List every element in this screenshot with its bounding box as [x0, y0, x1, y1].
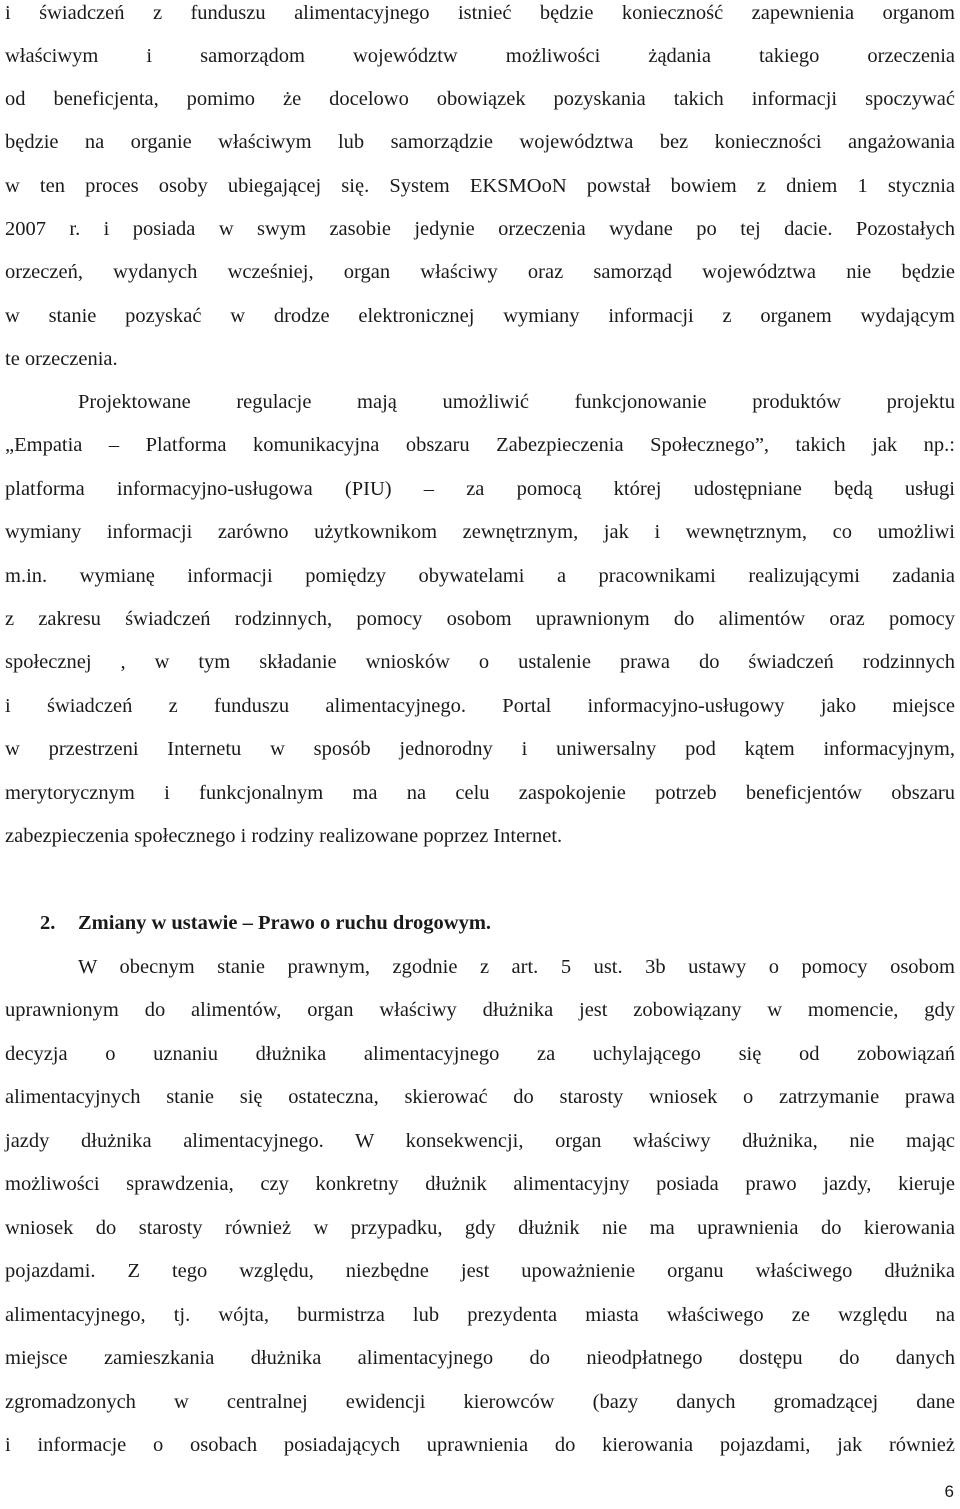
text-line: wymiany informacji zarówno użytkownikom zewnętrznym, jak i wewnętrznym, co umożliwi — [5, 521, 955, 543]
section-heading — [40, 911, 491, 935]
text-line: i świadczeń z funduszu alimentacyjnego istnieć będzie konieczność zapewnienia organom — [5, 2, 955, 24]
text-line: właściwym i samorządom województw możliwości żądania takiego orzeczenia — [5, 45, 955, 67]
section-number: 2. — [40, 912, 56, 934]
text-line: merytorycznym i funkcjonalnym ma na celu zaspokojenie potrzeb beneficjentów obszaru — [5, 782, 955, 804]
text-line: platforma informacyjno-usługowa (PIU) – za pomocą której udostępniane będą usługi — [5, 478, 955, 500]
text-line: wniosek do starosty również w przypadku, gdy dłużnik nie ma uprawnienia do kierowania — [5, 1217, 955, 1239]
text-line: te orzeczenia. — [5, 348, 118, 370]
text-line: miejsce zamieszkania dłużnika alimentacyjnego do nieodpłatnego dostępu do danych — [5, 1347, 955, 1369]
text-line: zabezpieczenia społecznego i rodziny realizowane poprzez Internet. — [5, 825, 563, 847]
text-line: społecznej , w tym składanie wniosków o ustalenie prawa do świadczeń rodzinnych — [5, 651, 955, 673]
text-line: i świadczeń z funduszu alimentacyjnego. Portal informacyjno-usługowy jako miejsce — [5, 695, 955, 717]
text-line: od beneficjenta, pomimo że docelowo obowiązek pozyskania takich informacji spoczywać — [5, 88, 955, 110]
text-line: m.in. wymianę informacji pomiędzy obywatelami a pracownikami realizującymi zadania — [5, 565, 955, 587]
text-line: i informacje o osobach posiadających uprawnienia do kierowania pojazdami, jak również — [5, 1434, 955, 1456]
text-line: W obecnym stanie prawnym, zgodnie z art. 5 ust. 3b ustawy o pomocy osobom — [78, 956, 955, 978]
text-line: jazdy dłużnika alimentacyjnego. W konsekwencji, organ właściwy dłużnika, nie mając — [5, 1130, 955, 1152]
text-line: możliwości sprawdzenia, czy konkretny dłużnik alimentacyjny posiada prawo jazdy, kieruje — [5, 1173, 955, 1195]
text-line: alimentacyjnego, tj. wójta, burmistrza lub prezydenta miasta właściwego ze względu na — [5, 1304, 955, 1326]
section-title: Zmiany w ustawie – Prawo o ruchu drogowym. — [78, 912, 492, 934]
page-number: 6 — [944, 1482, 954, 1501]
text-line: 2007 r. i posiada w swym zasobie jedynie orzeczenia wydane po tej dacie. Pozostałych — [5, 218, 955, 240]
text-line: w stanie pozyskać w drodze elektronicznej wymiany informacji z organem wydającym — [5, 305, 955, 327]
text-line: w przestrzeni Internetu w sposób jednorodny i uniwersalny pod kątem informacyjnym, — [5, 738, 955, 760]
text-line: będzie na organie właściwym lub samorządzie województwa bez konieczności angażowania — [5, 131, 955, 153]
text-line: z zakresu świadczeń rodzinnych, pomocy osobom uprawnionym do alimentów oraz pomocy — [5, 608, 955, 630]
text-line: w ten proces osoby ubiegającej się. System EKSMOoN powstał bowiem z dniem 1 stycznia — [5, 175, 955, 197]
text-line: orzeczeń, wydanych wcześniej, organ właściwy oraz samorząd województwa nie będzie — [5, 261, 955, 283]
text-line: zgromadzonych w centralnej ewidencji kierowców (bazy danych gromadzącej dane — [5, 1391, 955, 1413]
text-line: „Empatia – Platforma komunikacyjna obszaru Zabezpieczenia Społecznego”, takich jak np.: — [5, 434, 955, 456]
text-line: pojazdami. Z tego względu, niezbędne jest upoważnienie organu właściwego dłużnika — [5, 1260, 955, 1282]
text-line: decyzja o uznaniu dłużnika alimentacyjnego za uchylającego się od zobowiązań — [5, 1043, 955, 1065]
text-line: uprawnionym do alimentów, organ właściwy dłużnika jest zobowiązany w momencie, gdy — [5, 999, 955, 1021]
text-line: Projektowane regulacje mają umożliwić funkcjonowanie produktów projektu — [78, 391, 955, 413]
text-line: alimentacyjnych stanie się ostateczna, skierować do starosty wniosek o zatrzymanie prawa — [5, 1086, 955, 1108]
